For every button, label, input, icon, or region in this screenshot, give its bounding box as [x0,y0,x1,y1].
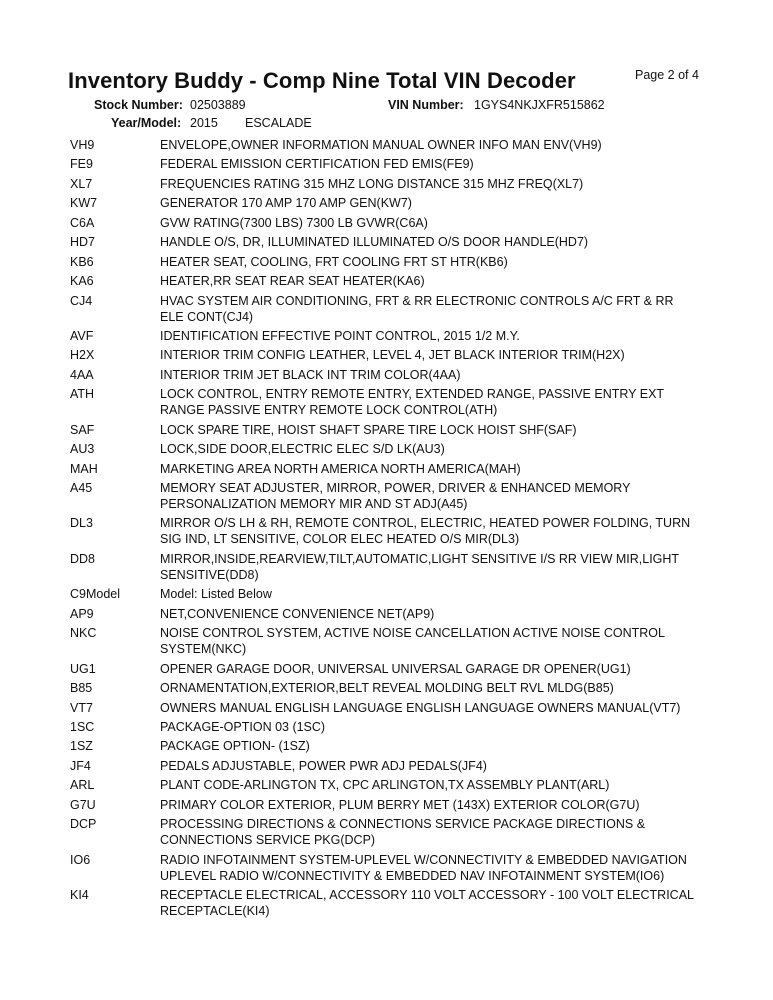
option-description: NOISE CONTROL SYSTEM, ACTIVE NOISE CANCELLATION ACTIVE NOISE CONTROL SYSTEM(NKC) [160,626,665,657]
option-code: C9Model [70,587,121,602]
option-code: VH9 [70,138,95,152]
option-row [70,347,710,363]
option-code: A45 [70,481,93,495]
option-row [70,661,710,677]
option-row [70,328,710,344]
option-code: KB6 [70,254,94,269]
option-description: LOCK,SIDE DOOR,ELECTRIC ELEC S/D LK(AU3) [160,442,445,457]
option-description: OWNERS MANUAL ENGLISH LANGUAGE ENGLISH LANGUAGE OWNERS MANUAL(VT7) [160,700,681,715]
option-row [70,422,710,438]
option-row [70,386,710,418]
option-code: 4AA [70,367,94,382]
option-code: H2X [70,348,95,363]
option-description: MARKETING AREA NORTH AMERICA NORTH AMERICA(MAH) [160,461,521,476]
option-code: B85 [70,681,93,696]
option-row [70,273,710,289]
option-code: AU3 [70,442,95,457]
option-description: MEMORY SEAT ADJUSTER, MIRROR, POWER, DRIVER & ENHANCED MEMORY PERSONALIZATION MEMORY MIR AND ST ADJ(A45) [160,481,631,511]
option-code: AVF [70,328,94,343]
option-row [70,758,710,774]
model-value: ESCALADE [245,116,312,130]
option-code: KW7 [70,196,98,211]
option-code: XL7 [70,176,93,191]
option-description: GENERATOR 170 AMP 170 AMP GEN(KW7) [160,196,412,211]
option-code: JF4 [70,758,91,773]
option-description: MIRROR,INSIDE,REARVIEW,TILT,AUTOMATIC,LIGHT SENSITIVE I/S RR VIEW MIR,LIGHT SENSITIVE(DD8) [160,551,679,582]
option-description: HEATER SEAT, COOLING, FRT COOLING FRT ST HTR(KB6) [160,254,508,269]
option-description: IDENTIFICATION EFFECTIVE POINT CONTROL, 2015 1/2 M.Y. [160,328,520,343]
page-title: Inventory Buddy - Comp Nine Total VIN Decoder [68,68,576,93]
option-description: PACKAGE OPTION- (1SZ) [160,739,310,754]
vin-number-label: VIN Number: [388,98,464,112]
option-description: PEDALS ADJUSTABLE, POWER PWR ADJ PEDALS(JF4) [160,758,487,773]
option-row [70,680,710,696]
option-row [70,441,710,457]
option-description: Model: Listed Below [160,587,272,602]
option-code: KA6 [70,274,94,289]
option-code: CJ4 [70,293,93,308]
option-row [70,195,710,211]
option-code-list [70,137,710,922]
option-row [70,461,710,477]
option-description: PRIMARY COLOR EXTERIOR, PLUM BERRY MET (143X) EXTERIOR COLOR(G7U) [160,797,640,812]
option-description: GVW RATING(7300 LBS) 7300 LB GVWR(C6A) [160,215,428,230]
option-code: ATH [70,387,95,402]
option-description: PLANT CODE-ARLINGTON TX, CPC ARLINGTON,TX ASSEMBLY PLANT(ARL) [160,778,610,793]
option-description: RADIO INFOTAINMENT SYSTEM-UPLEVEL W/CONNECTIVITY & EMBEDDED NAVIGATION UPLEVEL RADIO W/CONNECTIVITY & EMBEDDED NAV INFOTAINMENT SYSTEM(IO6) [160,852,687,883]
option-code: IO6 [70,852,91,867]
option-description: LOCK SPARE TIRE, HOIST SHAFT SPARE TIRE LOCK HOIST SHF(SAF) [160,422,577,437]
option-row [70,234,710,250]
option-row [70,367,710,383]
option-code: 1SC [70,719,95,734]
option-row [70,719,710,735]
vin-number-value: 1GYS4NKJXFR515862 [474,98,605,112]
option-code: DD8 [70,551,96,566]
option-row [70,176,710,192]
option-description: ORNAMENTATION,EXTERIOR,BELT REVEAL MOLDING BELT RVL MLDG(B85) [160,681,614,696]
option-row [70,777,710,793]
option-description: HANDLE O/S, DR, ILLUMINATED ILLUMINATED O/S DOOR HANDLE(HD7) [160,235,589,250]
option-description: FREQUENCIES RATING 315 MHZ LONG DISTANCE 315 MHZ FREQ(XL7) [160,176,584,191]
option-row [70,606,710,622]
option-code: SAF [70,422,95,437]
option-description: PACKAGE-OPTION 03 (1SC) [160,719,326,734]
option-code: G7U [70,797,96,812]
option-code: 1SZ [70,739,93,754]
option-row [70,738,710,754]
option-description: HEATER,RR SEAT REAR SEAT HEATER(KA6) [160,274,425,289]
option-code: NKC [70,626,97,641]
option-row [70,625,710,657]
option-code: UG1 [70,661,96,676]
option-row [70,254,710,270]
option-description: LOCK CONTROL, ENTRY REMOTE ENTRY, EXTENDED RANGE, PASSIVE ENTRY EXT RANGE PASSIVE ENTRY REMOTE LOCK CONTROL(ATH) [160,387,664,418]
option-code: FE9 [70,157,93,172]
option-description: PROCESSING DIRECTIONS & CONNECTIONS SERVICE PACKAGE DIRECTIONS & CONNECTIONS SERVICE PKG(DCP) [160,817,646,848]
option-row [70,215,710,231]
option-code: C6A [70,215,95,230]
option-description: MIRROR O/S LH & RH, REMOTE CONTROL, ELECTRIC, HEATED POWER FOLDING, TURN SIG IND, LT SENSITIVE, COLOR ELEC HEATED O/S MIR(DL3) [160,516,691,547]
option-code: AP9 [70,606,94,621]
option-row [70,480,710,512]
option-row [70,816,710,848]
option-row [70,137,710,153]
option-description: INTERIOR TRIM JET BLACK INT TRIM COLOR(4AA) [160,367,461,382]
stock-number-value: 02503889 [190,98,246,112]
option-description: INTERIOR TRIM CONFIG LEATHER, LEVEL 4, JET BLACK INTERIOR TRIM(H2X) [160,348,625,363]
option-description: RECEPTACLE ELECTRICAL, ACCESSORY 110 VOLT ACCESSORY - 100 VOLT ELECTRICAL RECEPTACLE(KI4) [160,888,694,918]
option-code: KI4 [70,888,89,902]
option-code: DCP [70,817,97,832]
option-code: HD7 [70,235,96,250]
year-model-label: Year/Model: [111,116,182,130]
option-code: VT7 [70,700,93,715]
option-code: ARL [70,778,95,793]
option-row [70,586,710,602]
option-row [70,515,710,547]
option-description: OPENER GARAGE DOOR, UNIVERSAL UNIVERSAL GARAGE DR OPENER(UG1) [160,661,631,676]
option-row [70,797,710,813]
page-number: Page 2 of 4 [635,68,699,82]
option-row [70,551,710,583]
option-row [70,700,710,716]
option-code: DL3 [70,516,93,531]
option-row [70,887,710,919]
option-description: NET,CONVENIENCE CONVENIENCE NET(AP9) [160,606,435,621]
option-row [70,852,710,884]
option-row [70,156,710,172]
stock-number-label: Stock Number: [94,98,183,112]
option-description: HVAC SYSTEM AIR CONDITIONING, FRT & RR ELECTRONIC CONTROLS A/C FRT & RR ELE CONT(CJ4) [160,293,674,324]
option-row [70,293,710,325]
option-description: ENVELOPE,OWNER INFORMATION MANUAL OWNER INFO MAN ENV(VH9) [160,138,602,152]
option-description: FEDERAL EMISSION CERTIFICATION FED EMIS(FE9) [160,157,474,172]
year-value: 2015 [190,116,218,130]
option-code: MAH [70,461,98,476]
